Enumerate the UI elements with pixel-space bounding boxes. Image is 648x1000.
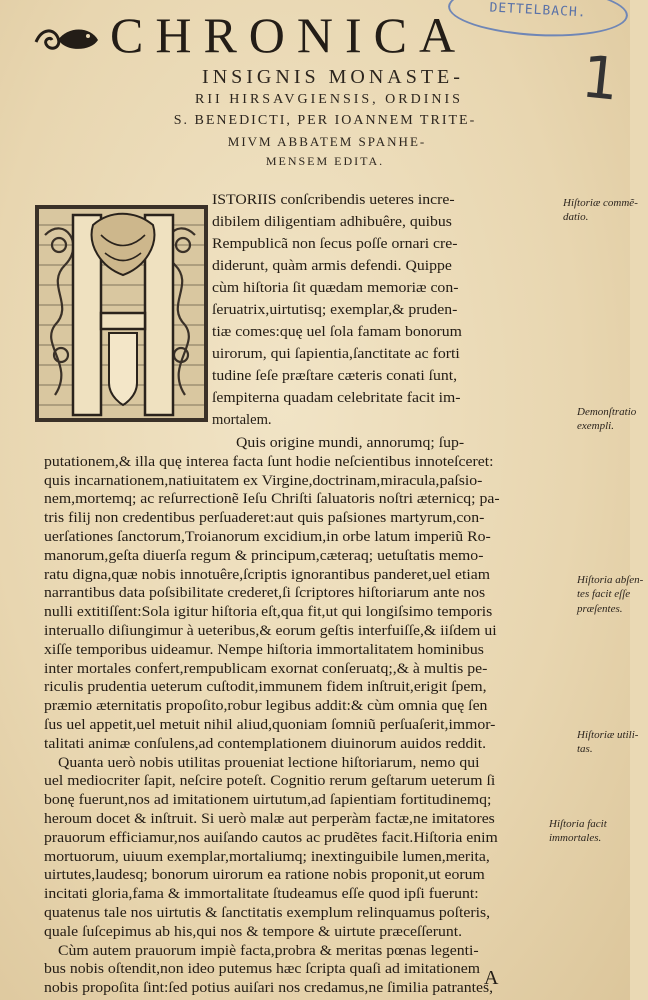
text-line: ſus uel appetit,uel metuit nihil aliud,quoniam ſomniũ perſuaſerit,immor- (44, 717, 496, 733)
fleuron-ornament-icon (32, 22, 104, 56)
text-line: interuallo diſiungimur à ueteribus,& eorum geſtis interfuiſſe,& iiſdem ui (44, 623, 497, 639)
text-line: uirtutes,laudesq; bonorum uirorum ea ratione nobis proponit,ut eorum (44, 867, 485, 883)
text-line: uel mediocriter ſapit, neſcire poteſt. Cognitio rerum geſtarum ueterum ſi (44, 773, 496, 789)
signature-mark: A (484, 967, 499, 989)
text-line: Cùm autem prauorum impiè facta,probra & meritas pœnas legenti- (58, 943, 479, 959)
subtitle-line: S. BENEDICTI, PER IOANNEM TRITE- (173, 113, 477, 128)
text-line: bonę fuerunt,nos ad imitationem uirtutum,ad ſapientiam fortitudinemq; (44, 792, 492, 808)
margin-note-line: Demonſtratio (577, 406, 637, 418)
text-line: diderunt, quàm armis defendi. Quippe (212, 258, 452, 274)
margin-note-line: datio. (563, 211, 589, 224)
margin-note-line: tas. (577, 743, 593, 756)
text-line: mortalem. (212, 412, 272, 428)
text-line: dibilem diligentiam adhibuêre, quibus (212, 214, 452, 230)
margin-note-line: exempli. (577, 420, 614, 433)
text-line: putationem,& illa quę interea facta ſunt hodie neſcientibus innoteſceret: (44, 454, 494, 470)
text-line: tris filij non credentibus perſuaderet:aut quis paſsiones martyrum,con- (44, 510, 485, 526)
decorated-initial-h (35, 205, 208, 422)
margin-note-line: Hiſtoriæ utili- (577, 729, 639, 741)
text-line: ſeruatrix,uirtutisq; exemplar,& pruden- (212, 302, 458, 318)
text-line: Quis origine mundi, annorumq; ſup- (236, 435, 465, 451)
text-line: ſempiterna quadam celebritate facit im- (212, 390, 461, 406)
text-line: Quanta uerò nobis utilitas proueniat lectione hiſtoriarum, nemo qui (58, 755, 480, 771)
text-line: inter mortales confert,rempublicam exornat conſeruatq;,& à multis pe- (44, 661, 488, 677)
text-line: uerſationes ſanctorum,Troianorum excidium,in orbe latum imperiũ Ro- (44, 529, 491, 545)
text-line: nulli extitiſſent:Sola igitur hiſtoria eſt,qua fit,ut qui longiſsimo temporis (44, 604, 493, 620)
text-line: manorum,geſta diuerſa regum & principum,cæteraq; uetuſtatis memo- (44, 548, 484, 564)
text-line: tudine ſeſe præſtare cæteris conati ſunt, (212, 368, 458, 384)
text-line: bus nobis oſtendit,non ideo putemus hæc ſcripta quaſi ad imitationem (44, 961, 480, 977)
margin-note-line: Hiſtoria abſen- (577, 574, 644, 586)
subtitle-line: RII HIRSAVGIENSIS, ORDINIS (195, 92, 463, 107)
text-line: uirorum, qui ſapientia,ſanctitate ac forti (212, 346, 460, 362)
text-line: nobis propoſita ſint:ſed potius auiſari nos credamus,ne ſimilia patrantes, (44, 980, 494, 996)
margin-note (563, 196, 638, 225)
text-line: præmio æternitatis propoſito,robur legibus addit:& cùm omnia quę ſen (44, 698, 488, 714)
margin-note-line: tes facit eſſe (577, 588, 631, 601)
library-stamp (447, 0, 629, 41)
text-line: Rempublicã non ſecus poſſe ornari cre- (212, 236, 458, 252)
text-line: prauorum efficiamur,nos auiſando cautos ac prudẽtes facit.Hiſtoria enim (44, 830, 498, 846)
text-line: xiſſe temporibus uideamur. Nempe hiſtoria immortalitatem hominibus (44, 642, 484, 658)
handwritten-folio-number: 1 (578, 42, 623, 114)
text-line: ratu digna,quæ nobis innotuêre,ſcriptis ignorantibus panderet,uel etiam (44, 567, 491, 583)
text-line: quale ſuſcepimus ab his,qui nos & tempore & uirtute præceſſerunt. (44, 924, 463, 940)
margin-note (577, 728, 638, 757)
text-line: ISTORIIS conſcribendis ueteres incre- (212, 192, 455, 208)
subtitle-line: MIVM ABBATEM SPANHE- (227, 134, 427, 149)
text-line: incitati gloria,fama & immortalitate ſtudeamus eſſe quod ipſi fuerunt: (44, 886, 479, 902)
margin-note (577, 573, 643, 616)
text-line: quatenus tale nos uirtutis & ſanctitatis exemplum relinquamus poſteris, (44, 905, 491, 921)
text-line: talitati animæ conſulens,ad contemplationem diuinorum auidos reddit. (44, 736, 487, 752)
text-line: heroum docet & inſtruit. Si uerò malæ aut perperàm factæ,ne imitatores (44, 811, 495, 827)
margin-note (577, 405, 636, 434)
page-title: CHRONICA (110, 7, 468, 63)
stamp-text: DETTELBACH. (489, 0, 587, 21)
subtitle-line: INSIGNIS MONASTE- (202, 66, 464, 88)
margin-note-line: præſentes. (577, 602, 623, 615)
text-line: cùm hiſtoria ſit quædam memoriæ con- (212, 280, 459, 296)
margin-note-line: immortales. (549, 832, 602, 845)
text-line: narrantibus data poſsibilitate crederet,ſi ſcriptores hiſtoriarum ante nos (44, 585, 486, 601)
text-line: quis incarnationem,natiuitatem ex Virgine,doctrinam,miracula,paſsio- (44, 473, 483, 489)
text-line: mortuorum, uiuum exemplar,mortaliumq; inextinguibile lumen,merita, (44, 849, 490, 865)
margin-note-line: Hiſtoriæ commẽ- (563, 197, 638, 209)
margin-note (549, 817, 607, 846)
margin-note-line: Hiſtoria facit (549, 818, 607, 830)
text-line: tiæ comes:quę uel ſola famam bonorum (212, 324, 462, 340)
text-line: riculis prudentia ueterum cuſtodit,immunem fidem inſtruit,erigit ſpem, (44, 679, 487, 695)
subtitle-line: MENSEM EDITA. (265, 154, 385, 168)
text-line: nem,mortemq; ac reſurrectionẽ Ieſu Chriſti ſaluatoris noſtri æternicq; pa- (44, 491, 500, 507)
